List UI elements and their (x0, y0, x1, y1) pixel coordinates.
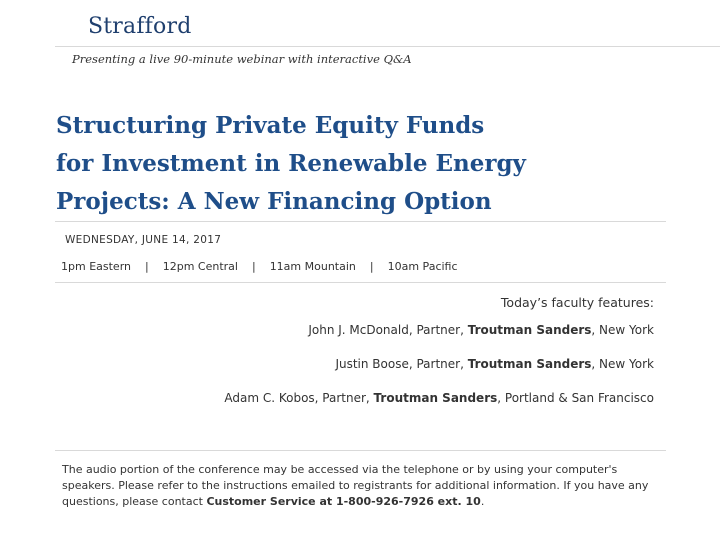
footer-end: . (480, 495, 485, 508)
faculty-member (224, 391, 654, 405)
footer-text: The audio portion of the conference may be accessed via the telephone or by using your computer's speakers. Please refer to the instructions emailed to registrants for additional information. If you have any questions, please contact (62, 463, 649, 508)
faculty-location: , New York (591, 323, 654, 337)
faculty-firm: Troutman Sanders (373, 391, 498, 405)
faculty-name: Adam C. Kobos, Partner, (224, 391, 374, 405)
title-line-2: for Investment in Renewable Energy (56, 150, 526, 177)
footer-divider (55, 450, 666, 451)
faculty-location: , New York (591, 357, 654, 371)
time-pacific: 10am Pacific (387, 260, 458, 273)
faculty-location: , Portland & San Francisco (497, 391, 654, 405)
tagline: Presenting a live 90-minute webinar with interactive Q&A (72, 52, 412, 66)
header-divider (55, 46, 720, 47)
time-eastern: 1pm Eastern (61, 260, 131, 273)
customer-service-contact: Customer Service at 1-800-926-7926 ext. 10 (206, 495, 481, 508)
title-line-3: Projects: A New Financing Option (56, 188, 492, 215)
faculty-member (335, 357, 654, 371)
webinar-date: WEDNESDAY, JUNE 14, 2017 (65, 234, 222, 246)
title-divider (55, 221, 666, 222)
faculty-heading: Today’s faculty features: (500, 295, 654, 310)
webinar-title (56, 107, 676, 221)
time-separator: | (369, 260, 374, 273)
time-separator: | (145, 260, 149, 273)
faculty-member (308, 323, 654, 337)
webinar-times (61, 260, 458, 273)
time-separator: | (251, 260, 256, 273)
time-mountain: 11am Mountain (269, 260, 356, 273)
faculty-firm: Troutman Sanders (467, 357, 592, 371)
faculty-name: John J. McDonald, Partner, (308, 323, 468, 337)
schedule-divider (55, 282, 666, 283)
faculty-firm: Troutman Sanders (467, 323, 592, 337)
title-line-1: Structuring Private Equity Funds (56, 112, 485, 139)
audio-instructions (62, 462, 662, 510)
time-central: 12pm Central (162, 260, 238, 273)
strafford-logo: Strafford (88, 14, 192, 39)
faculty-name: Justin Boose, Partner, (335, 357, 468, 371)
